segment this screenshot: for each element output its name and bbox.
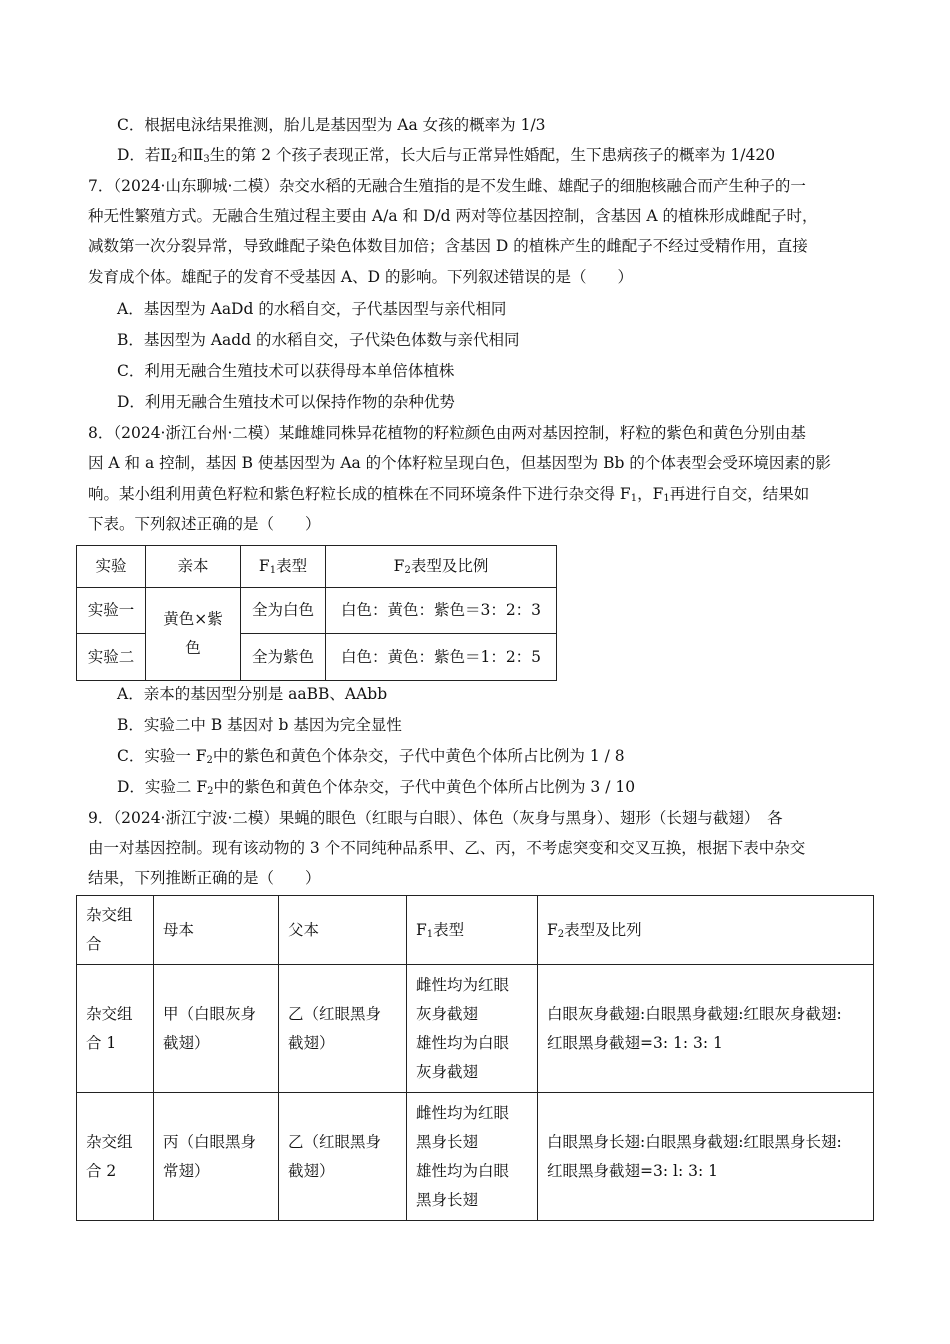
- q9-stem-line-1: 9．（2024·浙江宁波·二模）果蝇的眼色（红眼与白眼）、体色（灰身与黑身）、翅形（长翅与截翅） 各: [88, 809, 783, 827]
- q7-option-a: A．基因型为 AaDd 的水稻自交，子代基因型与亲代相同: [117, 300, 507, 318]
- r1-father: 乙（红眼黑身 截翅）: [279, 965, 407, 1093]
- r2-combo: 杂交组 合 2: [77, 1093, 154, 1221]
- q8-stem-line-4: 下表。下列叙述正确的是（ ）: [88, 515, 321, 533]
- q7-stem-line-3: 减数第一次分裂异常，导致雌配子染色体数目加倍；含基因 D 的植株产生的雌配子不经过受精作用，直接: [88, 237, 808, 255]
- q7-option-c: C．利用无融合生殖技术可以获得母本单倍体植株: [117, 362, 455, 380]
- q8-option-c: C．实验一 $F_2$中的紫色和黄色个体杂交，子代中黄色个体所占比例为 1 / 8: [117, 747, 625, 766]
- r2-father: 乙（红眼黑身 截翅）: [279, 1093, 407, 1221]
- header-f1-phenotype: $F_1$表型: [241, 546, 326, 588]
- r1-f1: 雌性均为红眼 灰身截翅 雄性均为白眼 灰身截翅: [407, 965, 538, 1093]
- row1-experiment: 实验一: [77, 588, 146, 634]
- q9-stem-line-2: 由一对基因控制。现有该动物的 3 个不同纯种品系甲、乙、丙，不考虑突变和交叉互换，根据下表中杂交: [88, 839, 806, 857]
- q7-stem-line-4: 发育成个体。雄配子的发育不受基因 A、D 的影响。下列叙述错误的是（ ）: [88, 268, 633, 286]
- r1-combo: 杂交组 合 1: [77, 965, 154, 1093]
- row2-experiment: 实验二: [77, 634, 146, 681]
- header-f2-phenotype-ratio: $F_2$表型及比列: [538, 896, 874, 965]
- r1-f2: 白眼灰身截翅:白眼黑身截翅:红眼灰身截翅: 红眼黑身截翅=3: 1: 3: 1: [538, 965, 874, 1093]
- q7-option-d: D．利用无融合生殖技术可以保持作物的杂种优势: [117, 393, 455, 411]
- header-experiment: 实验: [77, 546, 146, 588]
- q6-option-c: C．根据电泳结果推测，胎儿是基因型为 Aa 女孩的概率为 1/3: [117, 116, 546, 134]
- table-row: [77, 965, 874, 1093]
- q8-stem-line-3: 响。某小组利用黄色籽粒和紫色籽粒长成的植株在不同环境条件下进行杂交得 $F_1$，$F_1$再进行自交，结果如: [88, 485, 810, 504]
- r1-mother: 甲（白眼灰身 截翅）: [154, 965, 279, 1093]
- q7-stem-line-2: 种无性繁殖方式。无融合生殖过程主要由 A/a 和 D/d 两对等位基因控制，含基因 A 的植株形成雌配子时，: [88, 207, 818, 225]
- r2-mother: 丙（白眼黑身 常翅）: [154, 1093, 279, 1221]
- q8-option-d: D．实验二 $F_2$中的紫色和黄色个体杂交，子代中黄色个体所占比例为 3 / 10: [117, 778, 636, 797]
- r2-f2: 白眼黑身长翅:白眼黑身截翅:红眼黑身长翅: 红眼黑身截翅=3: l: 3: 1: [538, 1093, 874, 1221]
- row2-f2: 白色：黄色：紫色＝1：2：5: [326, 634, 557, 681]
- q9-cross-table: [76, 895, 874, 1221]
- q8-option-b: B．实验二中 B 基因对 b 基因为完全显性: [117, 716, 402, 734]
- q8-stem-line-2: 因 A 和 a 控制，基因 B 使基因型为 Aa 的个体籽粒呈现白色，但基因型为 Bb 的个体表型会受环境因素的影: [88, 454, 831, 472]
- row2-f1: 全为紫色: [241, 634, 326, 681]
- q8-option-a: A．亲本的基因型分别是 aaBB、AAbb: [117, 685, 388, 703]
- q6-option-d: D．若$Ⅱ_2$和$Ⅱ_3$生的第 2 个孩子表现正常，长大后与正常异性婚配，生下患病孩子的概率为 1/420: [117, 146, 776, 165]
- q8-stem-line-1: 8．（2024·浙江台州·二模）某雌雄同株异花植物的籽粒颜色由两对基因控制，籽粒的紫色和黄色分别由基: [88, 424, 806, 442]
- header-f2-phenotype-ratio: $F_2$表型及比例: [326, 546, 557, 588]
- header-mother: 母本: [154, 896, 279, 965]
- header-f1-phenotype: $F_1$表型: [407, 896, 538, 965]
- parents-cell: 黄色×紫色: [146, 588, 241, 681]
- q9-stem-line-3: 结果，下列推断正确的是（ ）: [88, 869, 321, 887]
- q7-option-b: B．基因型为 Aadd 的水稻自交，子代染色体数与亲代相同: [117, 331, 520, 349]
- r2-f1: 雌性均为红眼 黑身长翅 雄性均为白眼 黑身长翅: [407, 1093, 538, 1221]
- q8-results-table: [76, 545, 557, 681]
- q7-stem-line-1: 7．（2024·山东聊城·二模）杂交水稻的无融合生殖指的是不发生雌、雄配子的细胞核融合而产生种子的一: [88, 177, 806, 195]
- table-header-row: [77, 546, 557, 588]
- header-cross-combo: 杂交组 合: [77, 896, 154, 965]
- header-parents: 亲本: [146, 546, 241, 588]
- table-row: [77, 1093, 874, 1221]
- header-father: 父本: [279, 896, 407, 965]
- row1-f2: 白色：黄色：紫色＝3：2：3: [326, 588, 557, 634]
- table-header-row: [77, 896, 874, 965]
- row1-f1: 全为白色: [241, 588, 326, 634]
- table-row: [77, 588, 557, 634]
